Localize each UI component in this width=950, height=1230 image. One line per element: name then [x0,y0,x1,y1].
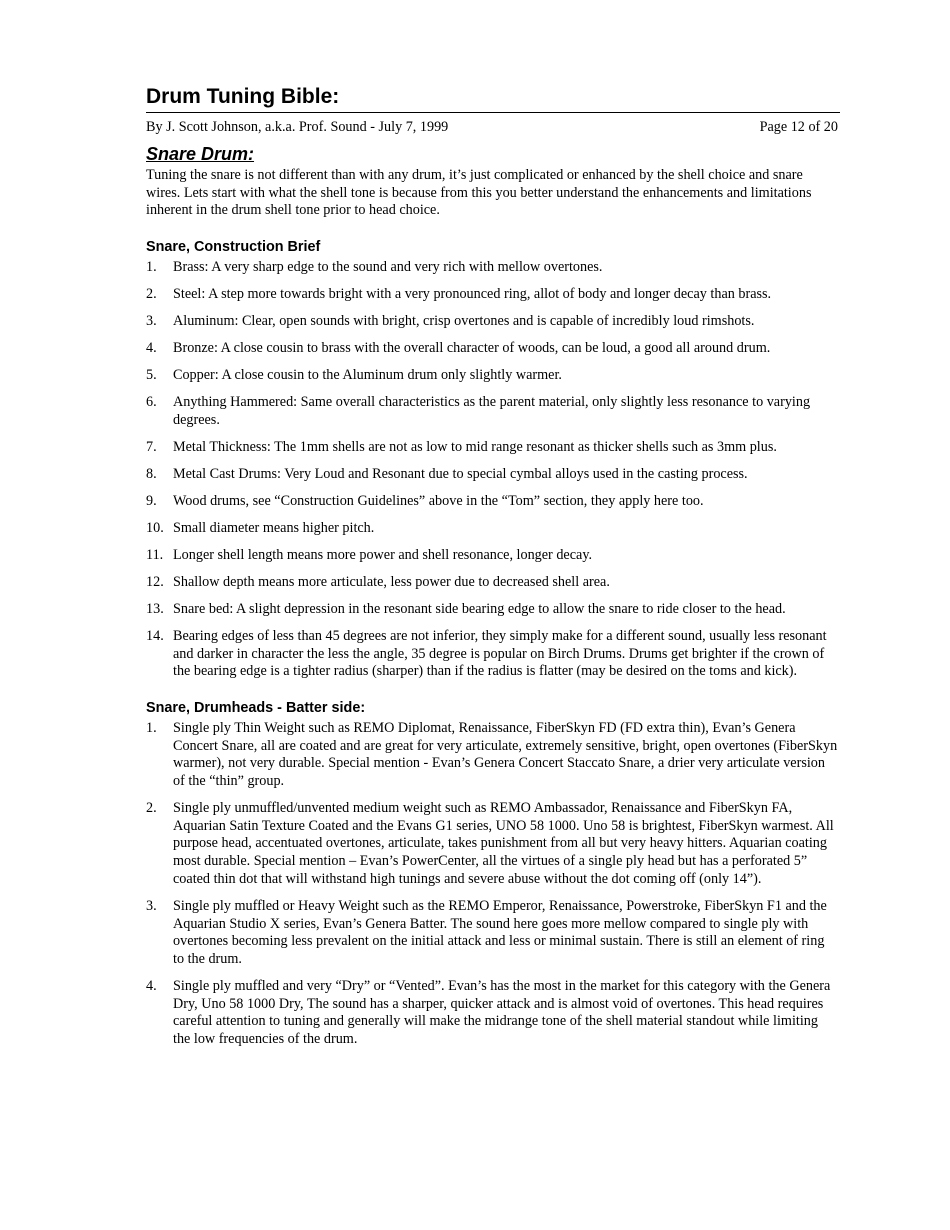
item-number: 1. [146,719,157,736]
item-number: 13. [146,600,164,617]
list-item [146,601,838,619]
item-text: Single ply muffled or Heavy Weight such as the REMO Emperor, Renaissance, Powerstroke, FiberSkyn F1 and the Aquarian Studio X series, Evan’s Genera Batter. The sound here goes more mellow compared to single ply with overtones becoming less prevalent on the initial attack and less or minimal sustain. There is still an element of ring to the drum. [173,897,827,967]
list-item [146,313,838,331]
list-item [146,574,838,592]
item-text: Steel: A step more towards bright with a very pronounced ring, allot of body and longer decay than brass. [173,286,772,303]
item-number: 10. [146,519,164,536]
item-number: 11. [146,546,164,563]
item-number: 6. [146,394,157,411]
title-rule [146,112,840,113]
list-item [146,520,838,538]
item-number: 7. [146,438,157,455]
list-item [146,340,838,358]
item-text: Single ply Thin Weight such as REMO Diplomat, Renaissance, FiberSkyn FD (FD extra thin), Evan’s Genera Concert Snare, all are coated and are great for very articulate, extremely sensitive, bright, open overtones (FiberSkyn warmer), not very durable. Special mention - Evan’s Genera Concert Staccato Snare, a drier very articulate version of the “thin” group. [173,719,838,790]
item-number: 8. [146,465,157,482]
page-number: Page 12 of 20 [759,119,838,135]
list-item [146,898,838,969]
item-text: Bronze: A close cousin to brass with the overall character of woods, can be loud, a good all around drum. [173,340,771,357]
intro-paragraph: Tuning the snare is not different than with any drum, it’s just complicated or enhanced by the shell choice and snare wires. Lets start with what the shell tone is because from this you better understand the enhancements and limitations inherent in the drum shell tone prior to head choice. [146,167,812,219]
author-date: By J. Scott Johnson, a.k.a. Prof. Sound - July 7, 1999 [146,119,449,135]
item-text: Small diameter means higher pitch. [173,519,375,536]
item-number: 1. [146,259,157,276]
item-number: 3. [146,897,157,914]
item-text: Metal Thickness: The 1mm shells are not as low to mid range resonant as thicker shells such as 3mm plus. [173,438,777,455]
list-item [146,439,838,457]
item-number: 2. [146,286,157,303]
item-number: 4. [146,977,157,994]
item-text: Single ply muffled and very “Dry” or “Vented”. Evan’s has the most in the market for this category with the Genera Dry, Uno 58 1000 Dry, The sound has a sharper, quicker attack and is almost void of overtones. This head requires careful attention to tuning and generally will make the midrange tone of the shell material standout while limiting the low frequencies of the drum. [173,977,831,1048]
item-number: 3. [146,313,157,330]
document-page [146,84,838,1049]
item-number: 12. [146,573,164,590]
list-item [146,628,838,681]
document-title: Drum Tuning Bible: [146,85,340,108]
item-number: 14. [146,627,164,644]
item-text: Wood drums, see “Construction Guidelines” above in the “Tom” section, they apply here too. [173,492,704,509]
drumheads-list [146,720,838,1049]
item-text: Single ply unmuffled/unvented medium weight such as REMO Ambassador, Renaissance and FiberSkyn FA, Aquarian Satin Texture Coated and the Evans G1 series, UNO 58 1000. Uno 58 is brightest, FiberSkyn warmest. All purpose head, accentuated overtones, articulate, takes punishment from all but very heavy hitters. Aquarian coating most durable. Special mention – Evan’s PowerCenter, all the virtues of a single ply head but has a perforated 5” coated thin dot that will withstand high tunings and severe abuse without the dot coming off (only 14”). [173,800,834,887]
list-item [146,547,838,565]
list-item [146,466,838,484]
list-item [146,493,838,511]
item-text: Aluminum: Clear, open sounds with bright, crisp overtones and is capable of incredibly loud rimshots. [173,313,755,330]
item-text: Copper: A close cousin to the Aluminum drum only slightly warmer. [173,367,562,384]
list-item [146,978,838,1049]
construction-heading: Snare, Construction Brief [146,239,321,256]
item-number: 5. [146,367,157,384]
byline-row [146,117,838,137]
list-item [146,394,838,429]
section-title: Snare Drum: [146,144,255,164]
drumheads-heading: Snare, Drumheads - Batter side: [146,699,366,716]
list-item [146,800,838,889]
item-text: Shallow depth means more articulate, less power due to decreased shell area. [173,573,610,590]
item-number: 2. [146,800,157,817]
item-text: Metal Cast Drums: Very Loud and Resonant due to special cymbal alloys used in the casting process. [173,465,748,482]
list-item [146,259,838,277]
item-text: Anything Hammered: Same overall characteristics as the parent material, only slightly less resonance to varying degrees. [173,394,811,428]
list-item [146,367,838,385]
item-text: Bearing edges of less than 45 degrees are not inferior, they simply make for a different sound, usually less resonant and darker in character the less the angle, 35 degree is popular on Birch Drums. Drums get brighter if the crown of the bearing edge is a tighter radius (sharper) than if the radius is flatter (may be desired on the toms and kick). [173,627,827,680]
list-item [146,286,838,304]
item-number: 9. [146,492,157,509]
item-text: Brass: A very sharp edge to the sound and very rich with mellow overtones. [173,259,603,276]
item-text: Snare bed: A slight depression in the resonant side bearing edge to allow the snare to ride closer to the head. [173,600,786,617]
item-text: Longer shell length means more power and shell resonance, longer decay. [173,546,593,563]
list-item [146,720,838,791]
construction-list [146,259,838,681]
item-number: 4. [146,340,157,357]
